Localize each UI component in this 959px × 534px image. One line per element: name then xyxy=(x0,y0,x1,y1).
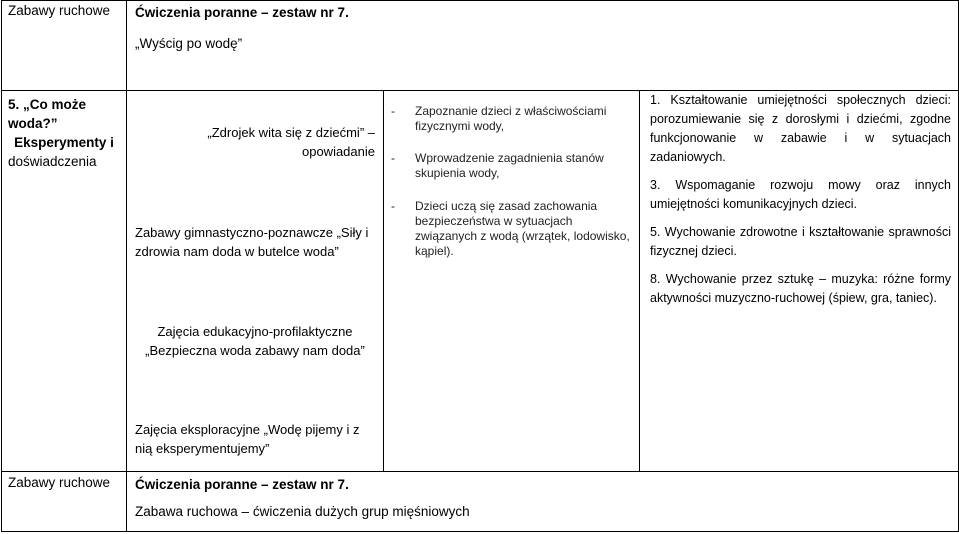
activity-story: „Zdrojek wita się z dziećmi” – opowiadanie xyxy=(207,125,375,159)
list-item xyxy=(384,151,635,181)
activity-exploration: Zajęcia eksploracyjne „Wodę pijemy i z nią eksperymentujemy” xyxy=(135,422,360,456)
list-bullet: - xyxy=(391,199,395,213)
goals-cell xyxy=(640,91,959,472)
activity-type-label: Zabawy ruchowe xyxy=(8,475,111,490)
table-row xyxy=(2,472,959,532)
day-topic xyxy=(6,95,122,152)
objectives-cell xyxy=(384,91,640,472)
list-item xyxy=(384,104,635,134)
day-topic-line: woda?” xyxy=(8,116,58,131)
goal-item: 8. Wychowanie przez sztukę – muzyka: różne formy aktywności muzyczno-ruchowej (śpiew, gra, taniec). xyxy=(650,272,952,305)
day-topic-line: Eksperymenty i xyxy=(14,135,114,150)
exercise-title: Ćwiczenia poranne – zestaw nr 7. xyxy=(135,5,349,20)
activity-type-cell xyxy=(2,472,127,532)
exercise-line: Zabawa ruchowa – ćwiczenia dużych grup mięśniowych xyxy=(135,504,470,519)
table-row xyxy=(2,1,959,91)
activity-description-cell xyxy=(127,1,959,91)
objective-text: Zapoznanie dzieci z właściwościami fizycznymi wody, xyxy=(415,104,607,133)
list-item xyxy=(384,199,635,259)
activity-type-cell xyxy=(2,1,127,91)
goal-item: 3. Wspomaganie rozwoju mowy oraz innych umiejętności komunikacyjnych dzieci. xyxy=(650,178,952,211)
day-topic-line: doświadczenia xyxy=(8,154,97,169)
activity-description-cell xyxy=(127,472,959,532)
objective-text: Dzieci uczą się zasad zachowania bezpieczeństwa w sytuacjach związanych z wodą (wrzątek, lodowisko, kąpiel). xyxy=(415,199,630,258)
exercise-subtitle: „Wyścig po wodę” xyxy=(135,36,243,51)
list-bullet: - xyxy=(391,104,395,118)
activity-gymnastics: Zabawy gimnastyczno-poznawcze „Siły i zdrowia nam doda w butelce woda” xyxy=(135,225,369,259)
exercise-title: Ćwiczenia poranne – zestaw nr 7. xyxy=(135,477,349,492)
lesson-plan-table xyxy=(1,0,959,532)
activities-cell xyxy=(127,91,384,472)
table-row xyxy=(2,91,959,472)
activity-type-label: Zabawy ruchowe xyxy=(8,3,111,18)
day-topic-line: 5. „Co może xyxy=(8,97,87,112)
list-bullet: - xyxy=(391,151,395,165)
objectives-list xyxy=(384,104,635,259)
goal-item: 5. Wychowanie zdrowotne i kształtowanie sprawności fizycznej dzieci. xyxy=(650,225,952,258)
activity-education: Zajęcia edukacyjno-profilaktyczne „Bezpieczna woda zabawy nam doda” xyxy=(145,324,365,358)
goal-item: 1. Kształtowanie umiejętności społecznych dzieci: porozumiewanie się z dorosłymi i dziećmi, zgodne funkcjonowanie w zabawie i w sytuacjach zadaniowych. xyxy=(650,93,952,164)
day-topic-cell xyxy=(2,91,127,472)
objective-text: Wprowadzenie zagadnienia stanów skupienia wody, xyxy=(415,151,604,180)
